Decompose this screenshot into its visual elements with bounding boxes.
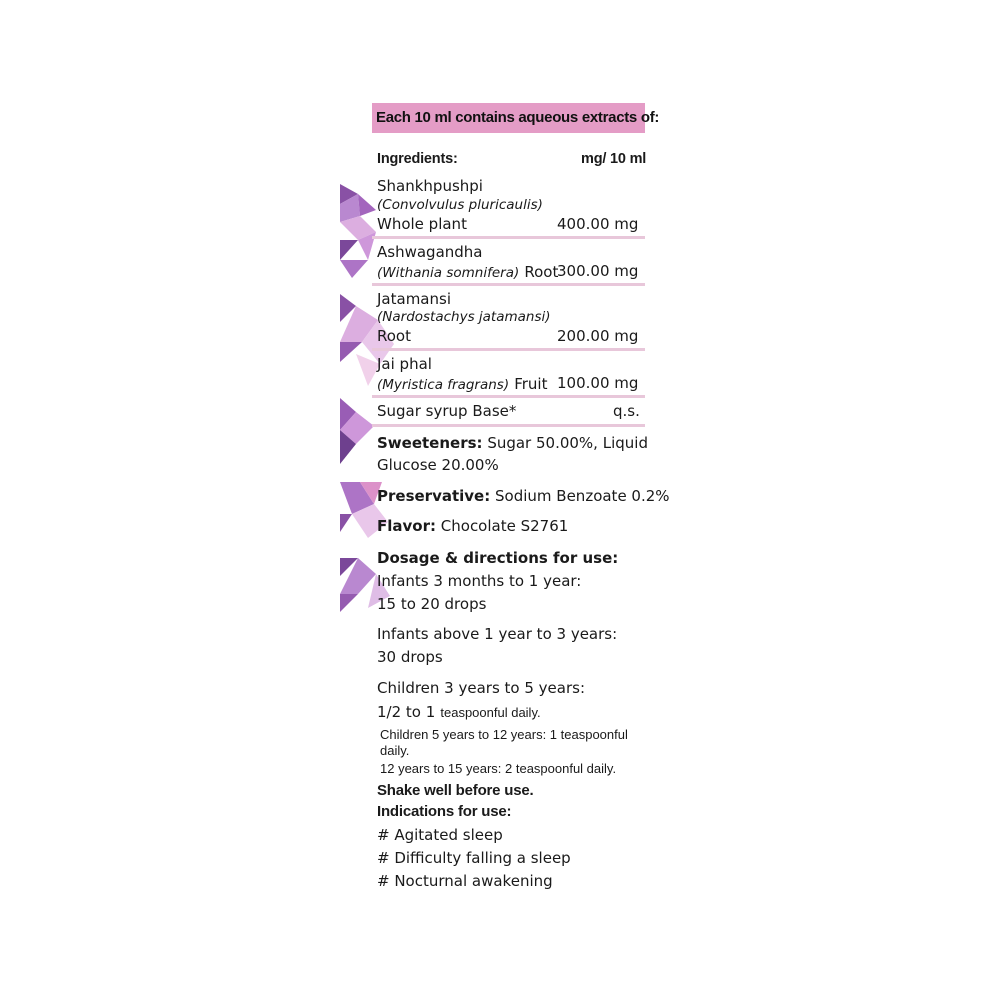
dosage-line: daily. — [380, 743, 410, 758]
sweeteners-label: Sweeteners: — [377, 434, 483, 452]
dosage-amount: 1/2 to 1 — [377, 703, 436, 721]
ingredient-latin-part — [377, 262, 558, 281]
ingredient-name: Ashwagandha — [377, 243, 483, 261]
ingredient-name: Jai phal — [377, 355, 432, 373]
indications-title: Indications for use: — [377, 803, 512, 820]
sweeteners-line — [377, 434, 648, 452]
indication-item: # Agitated sleep — [377, 826, 503, 844]
indication-item: # Difficulty falling a sleep — [377, 849, 571, 867]
row-divider — [372, 283, 645, 286]
dosage-line: 30 drops — [377, 648, 443, 666]
flavor-label: Flavor: — [377, 517, 436, 535]
unit-column-header: mg/ 10 ml — [581, 151, 647, 167]
preservative-line — [377, 487, 670, 505]
dosage-title: Dosage & directions for use: — [377, 549, 619, 567]
ingredient-latin: (Convolvulus pluricaulis) — [377, 197, 543, 213]
indication-item: # Nocturnal awakening — [377, 872, 553, 890]
dosage-line: Infants above 1 year to 3 years: — [377, 625, 618, 643]
dosage-line: 12 years to 15 years: 2 teaspoonful daily. — [380, 761, 617, 776]
ingredient-part: Whole plant — [377, 215, 467, 233]
ingredient-qty: 400.00 mg — [557, 215, 639, 233]
ingredient-qty: q.s. — [613, 402, 640, 420]
dosage-frequency: teaspoonful daily. — [440, 705, 541, 720]
ingredient-latin: (Withania somnifera) — [377, 265, 520, 281]
sweeteners-value-cont: Glucose 20.00% — [377, 456, 499, 474]
row-divider — [372, 236, 645, 239]
row-divider — [372, 424, 645, 427]
ingredient-qty: 300.00 mg — [557, 262, 639, 280]
dosage-line: Children 3 years to 5 years: — [377, 679, 586, 697]
flavor-line — [377, 517, 568, 535]
ingredient-name: Jatamansi — [377, 290, 451, 308]
dosage-line: Children 5 years to 12 years: 1 teaspoonful — [380, 727, 628, 742]
ingredient-part: Fruit — [514, 375, 548, 393]
ingredients-column-header: Ingredients: — [377, 151, 458, 167]
row-divider — [372, 395, 645, 398]
shake-instruction: Shake well before use. — [377, 782, 534, 799]
sweeteners-value: Sugar 50.00%, Liquid — [487, 434, 648, 452]
ingredient-latin: (Nardostachys jatamansi) — [377, 309, 551, 325]
row-divider — [372, 348, 645, 351]
flavor-value: Chocolate S2761 — [440, 517, 569, 535]
ingredient-name: Shankhpushpi — [377, 177, 483, 195]
dosage-line: 15 to 20 drops — [377, 595, 487, 613]
ingredient-qty: 100.00 mg — [557, 374, 639, 392]
contains-heading: Each 10 ml contains aqueous extracts of: — [376, 109, 660, 126]
ingredient-latin: (Myristica fragrans) — [377, 377, 510, 393]
ingredient-part: Root — [524, 263, 559, 281]
preservative-value: Sodium Benzoate 0.2% — [495, 487, 670, 505]
ingredient-name: Sugar syrup Base* — [377, 402, 517, 420]
dosage-line: Infants 3 months to 1 year: — [377, 572, 582, 590]
preservative-label: Preservative: — [377, 487, 491, 505]
ingredient-latin-part — [377, 374, 547, 393]
ingredient-part: Root — [377, 327, 411, 345]
ingredient-qty: 200.00 mg — [557, 327, 639, 345]
dosage-line — [377, 702, 541, 721]
